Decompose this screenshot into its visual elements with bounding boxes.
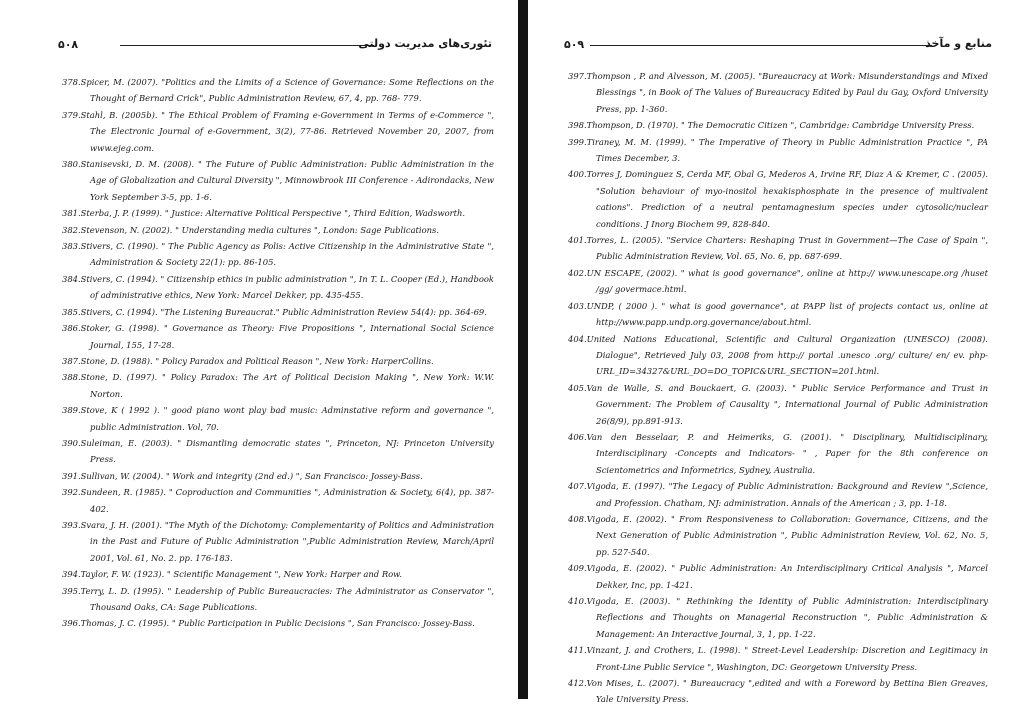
reference-item: 399.Tiraney, M. M. (1999). " The Imperative of Theory in Public Administration Practice ", PA Times December, 3. [568, 136, 988, 164]
reference-item: 391.Sullivan, W. (2004). " Work and integrity (2nd ed.) ", San Francisco: Jossey-Bass. [62, 470, 423, 481]
reference-item: 398.Thompson, D. (1970). " The Democratic Citizen ", Cambridge: Cambridge University Press. [568, 120, 975, 131]
reference-item: 397.Thompson , P. and Alvesson, M. (2005). "Bureaucracy at Work: Misunderstandings and Mixed Blessings ", in Book of The Values of Bureaucracy Edited by Paul du Gay, Oxford University Press, pp. 1-360. [568, 71, 988, 114]
reference-item: 407.Vigoda, E. (1997). "The Legacy of Public Administration: Background and Review ",Science, and Profession. Chatham, NJ: administration. Annals of the American ; 3, pp. 1-18. [568, 481, 988, 508]
reference-item: 394.Taylor, F. W. (1923). " Scientific Management ", New York: Harper and Row. [62, 569, 403, 580]
reference-item: 380.Stanisevski, D. M. (2008). " The Future of Public Administration: Public Administration in the Age of Globalization and Cultural Diversity ", Minnowbrook III Conference - Adirondacks, New York September 3-5, pp. 1-6. [62, 159, 494, 202]
reference-item: 387.Stone, D. (1988). " Policy Paradox and Political Reason ", New York: HarperCollins. [62, 355, 434, 366]
reference-item: 411.Vinzant, J. and Crothers, L. (1998). " Street-Level Leadership: Discretion and Legitimacy in Front-Line Public Service ", Washington, DC: Georgetown University Press. [568, 645, 988, 672]
reference-item: 403.UNDP, ( 2000 ). " what is good governance", at PAPP list of projects contact us, online at http://www.papp.undp.org.governance/about.html. [568, 300, 988, 328]
reference-item: 378.Spicer, M. (2007). "Politics and the Limits of a Science of Governance: Some Reflections on the Thought of Bernard Crick", Public Administration Review, 67, 4, pp. 768- 779. [62, 77, 494, 104]
reference-item: 390.Suleiman, E. (2003). " Dismantling democratic states ", Princeton, NJ: Princeton University Press. [62, 437, 494, 465]
reference-item: 400.Torres J, Dominguez S, Cerda MF, Obal G, Mederos A, Irvine RF, Diaz A & Kremer, C . (2005). "Solution behaviour of myo-inositol hexakisphosphate in the presence of multivalent cations". Prediction of a neutral pentamagnesium species under cytosolic/nuclear conditions. J Inorg Biochem 99, 828-840. [568, 169, 988, 229]
reference-item: 401.Torres, L. (2005). "Service Charters: Reshaping Trust in Government—The Case of Spain ", Public Administration Review, Vol. 65, No. 6, pp. 687-699. [568, 235, 988, 262]
reference-item: 404.United Nations Educational, Scientific and Cultural Organization (UNESCO) (2008). Dialogue", Retrieved July 03, 2008 from http:// portal .unesco .org/ culture/ en/ ev. php-URL_ID=34327&URL_DO=DO_TOPIC&URL_SECTION=201.html. [568, 333, 988, 377]
page-number: ۵۰۹ [564, 38, 585, 51]
reference-item: 402.UN ESCAPE, (2002). " what is good governance", online at http:// www.unescape.org /huset /gg/ govermace.html. [568, 267, 988, 295]
reference-item: 408.Vigoda, E. (2002). " From Responsiveness to Collaboration: Governance, Citizens, and the Next Generation of Public Administration ", Public Administration Review, Vol. 62, No. 5, pp. 527-540. [568, 513, 988, 557]
right-page [528, 0, 1024, 705]
reference-item: 393.Svara, J. H. (2001). "The Myth of the Dichotomy: Complementarity of Politics and Administration in the Past and Future of Public Administration ",Public Administration Review, March/April 2001, Vol. 61, No. 2. pp. 176-183. [62, 519, 494, 563]
header-rule [120, 45, 374, 46]
reference-item: 412.Von Mises, L. (2007). " Bureaucracy ",edited and with a Foreword by Bettina Bien Greaves, Yale University Press. [568, 678, 988, 705]
reference-item: 385.Stivers, C. (1994). "The Listening Bureaucrat." Public Administration Review 54(4): pp. 364-69. [62, 306, 487, 317]
reference-list [568, 68, 988, 708]
left-page [0, 0, 518, 699]
reference-item: 409.Vigoda, E. (2002). " Public Administration: An Interdisciplinary Critical Analysis ", Marcel Dekker, Inc, pp. 1-421. [568, 563, 988, 590]
reference-item: 410.Vigoda, E. (2003). " Rethinking the Identity of Public Administration: Interdisciplinary Reflections and Thoughts on Managerial Reconstruction ", Public Administration & Management: An Interactive Journal, 3, 1, pp. 1-22. [568, 596, 988, 639]
reference-item: 381.Sterba, J. P. (1999). " Justice: Alternative Political Perspective ", Third Edition, Wadsworth. [62, 208, 466, 219]
header-rule [590, 45, 932, 46]
page-number: ۵۰۸ [58, 38, 79, 51]
reference-item: 389.Stove, K ( 1992 ). " good piano wont play bad music: Adminstative reform and governance ", public Administration. Vol, 70. [62, 405, 494, 432]
reference-item: 395.Terry, L. D. (1995). " Leadership of Public Bureaucracies: The Administrator as Conservator ", Thousand Oaks, CA: Sage Publications. [62, 585, 494, 612]
reference-item: 396.Thomas, J. C. (1995). " Public Participation in Public Decisions ", San Francisco: Jossey-Bass. [62, 618, 475, 629]
reference-item: 379.Stahl, B. (2005b). " The Ethical Problem of Framing e-Government in Terms of e-Commerce ", The Electronic Journal of e-Government, 3(2), 77-86. Retrieved November 20, 2007, from www.ejeg.com. [62, 109, 494, 153]
right-page-header [564, 36, 992, 54]
reference-item: 382.Stevenson, N. (2002). " Understanding media cultures ", London: Sage Publications. [62, 224, 440, 235]
reference-item: 392.Sundeen, R. (1985). " Coproduction and Communities ", Administration & Society, 6(4), pp. 387-402. [62, 487, 494, 514]
reference-item: 386.Stoker, G. (1998). " Governance as Theory: Five Propositions ", International Social Science Journal, 155, 17-28. [62, 323, 494, 350]
left-page-header [58, 36, 492, 54]
reference-list [62, 74, 494, 632]
reference-item: 383.Stivers, C. (1990). " The Public Agency as Polis: Active Citizenship in the Administrative State ", Administration & Society 22(1): pp. 86-105. [62, 241, 494, 268]
reference-item: 384.Stivers, C. (1994). " Citizenship ethics in public administration ", In T. L. Cooper (Ed.), Handbook of administrative ethics, New York: Marcel Dekker, pp. 435-455. [62, 273, 494, 301]
running-title: تئوری‌های مدیریت دولتی [358, 37, 492, 50]
reference-item: 388.Stone, D. (1997). " Policy Paradox: The Art of Political Decision Making ", New York: W.W. Norton. [62, 372, 494, 399]
reference-item: 406.Van den Besselaar, P. and Heimeriks, G. (2001). " Disciplinary, Multidisciplinary, Interdisciplinary -Concepts and Indicators- " , Paper for the 8th conference on Scientometrics and Informetrics, Sydney, Australia. [568, 431, 988, 475]
running-title: منابع و مآخذ [925, 37, 992, 50]
reference-item: 405.Van de Walle, S. and Bouckaert, G. (2003). " Public Service Performance and Trust in Government: The Problem of Causality ", International Journal of Public Administration 26(8/9), pp.891-913. [568, 382, 988, 426]
book-spine-gutter [518, 0, 528, 699]
